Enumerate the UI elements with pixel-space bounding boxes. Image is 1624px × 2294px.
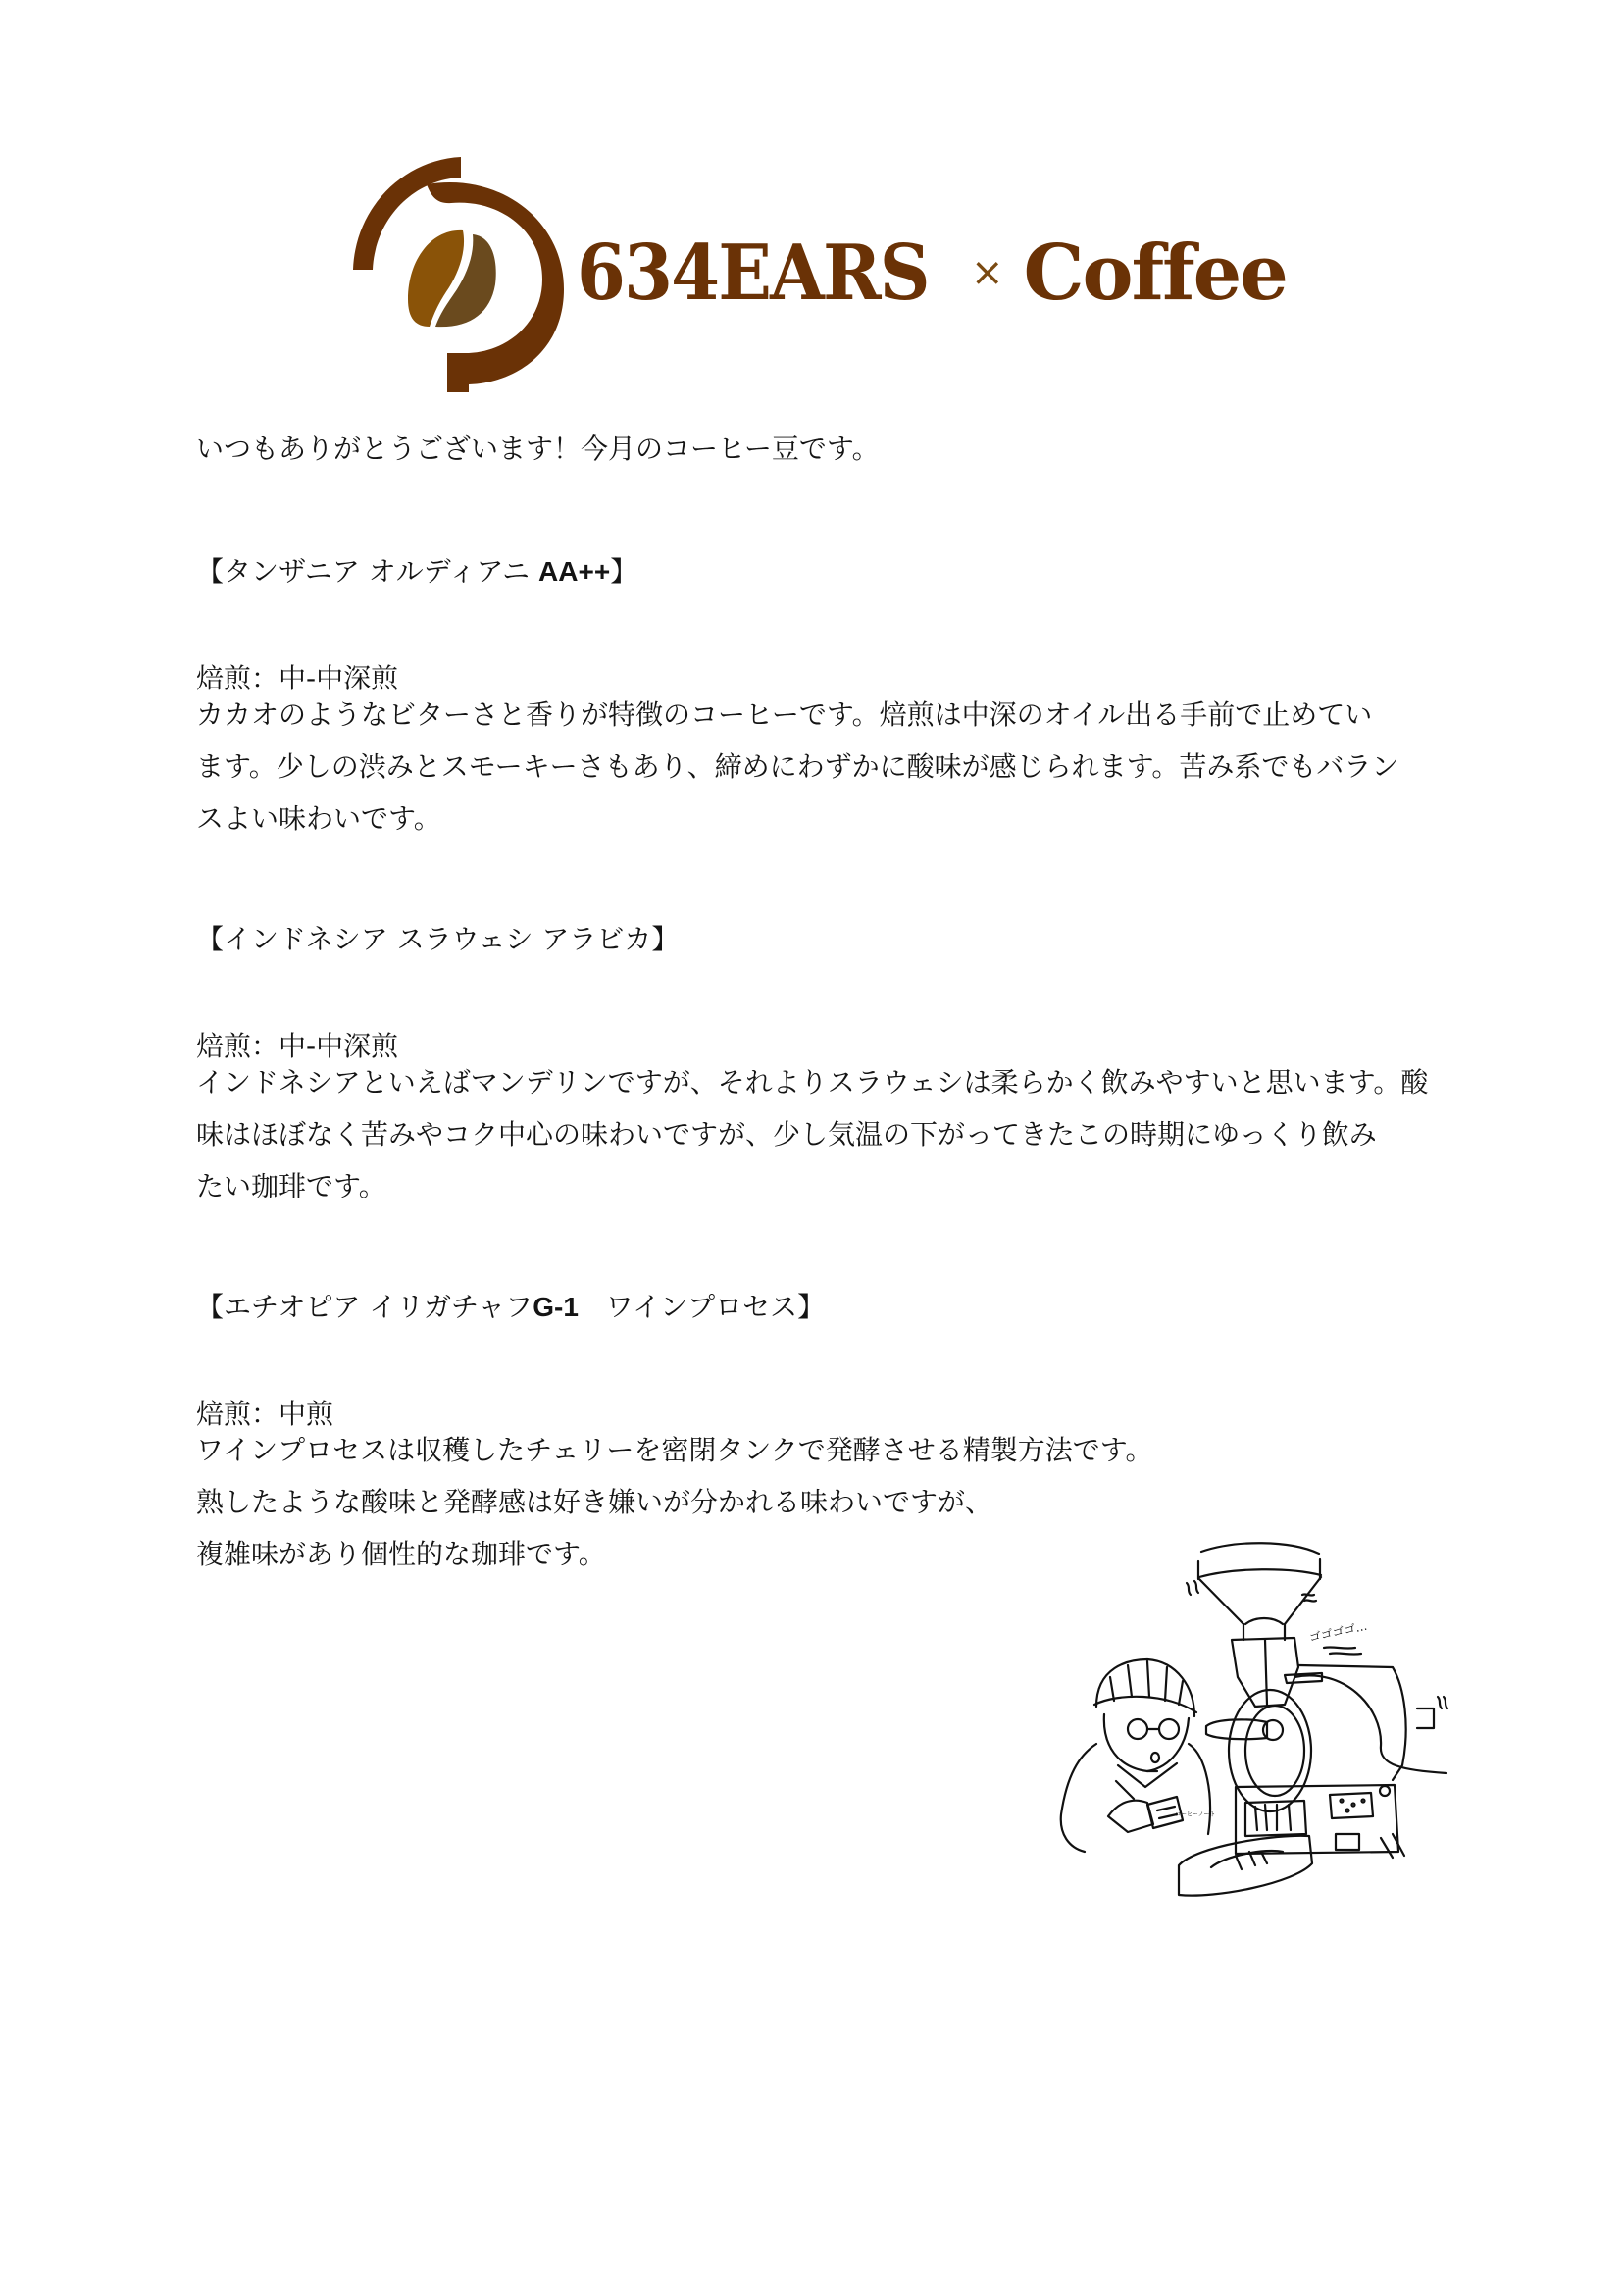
- coffee-heading-1: [196, 554, 637, 589]
- description-line: カカオのようなビターさと香りが特徴のコーヒーです。焙煎は中深のオイル出る手前で止めてい: [196, 698, 1373, 731]
- logo-brand-text: 634EARS: [577, 228, 929, 318]
- description-line: スよい味わいです。: [196, 802, 441, 835]
- heading-grade: G-1: [533, 1292, 579, 1322]
- coffee-description-2: [196, 1056, 1432, 1212]
- heading-bracket: 】: [610, 555, 638, 587]
- description-line: 熟したような酸味と発酵感は好き嫌いが分かれる味わいですが、: [196, 1486, 993, 1518]
- roast-level-3: 焙煎：中煎: [196, 1398, 334, 1430]
- bean: [408, 230, 496, 327]
- heading-bracket: ワインプロセス】: [578, 1291, 826, 1323]
- description-line: 味はほぼなく苦みやコク中心の味わいですが、少し気温の下がってきたこの時期にゆっくり飲み: [196, 1118, 1377, 1150]
- description-line: インドネシアといえばマンデリンですが、それよりスラウェシは柔らかく飲みやすいと思います。酸: [196, 1066, 1429, 1098]
- logo-product-text: Coffee: [1023, 228, 1287, 318]
- coffee-heading-2: [196, 922, 679, 957]
- coffee-roaster-illustration-icon: [1049, 1540, 1481, 1922]
- greeting-text: いつもありがとうございます！今月のコーヒー豆です。: [196, 433, 880, 465]
- description-line: ワインプロセスは収穫したチェリーを密閉タンクで発酵させる精製方法です。: [196, 1434, 1153, 1466]
- coffee-bean-logo-icon: [353, 152, 569, 392]
- description-line: ます。少しの渋みとスモーキーさもあり、締めにわずかに酸味が感じられます。苦み系でもバラン: [196, 750, 1399, 783]
- heading-text: 【タンザニア オルディアニ: [196, 555, 539, 587]
- roast-level-2: 焙煎：中-中深煎: [196, 1030, 399, 1062]
- logo: [353, 152, 1294, 392]
- description-line: たい珈琲です。: [196, 1170, 386, 1202]
- roast-level-1: 焙煎：中-中深煎: [196, 662, 399, 694]
- logo-separator: ×: [970, 250, 1002, 295]
- illustration-note-label: コーヒーノート: [1175, 1811, 1216, 1818]
- heading-text: 【インドネシア スラウェシ アラビカ: [196, 923, 652, 955]
- logo-wordmark: [577, 229, 1287, 317]
- illustration-sound-effect: ゴゴゴゴ…: [1307, 1618, 1369, 1645]
- heading-bracket: 】: [651, 923, 680, 955]
- heading-grade: AA++: [538, 556, 611, 586]
- coffee-description-1: [196, 688, 1432, 844]
- coffee-heading-3: [196, 1290, 825, 1325]
- heading-text: 【エチオピア イリガチャフ: [196, 1291, 533, 1323]
- description-line: 複雑味があり個性的な珈琲です。: [196, 1538, 606, 1570]
